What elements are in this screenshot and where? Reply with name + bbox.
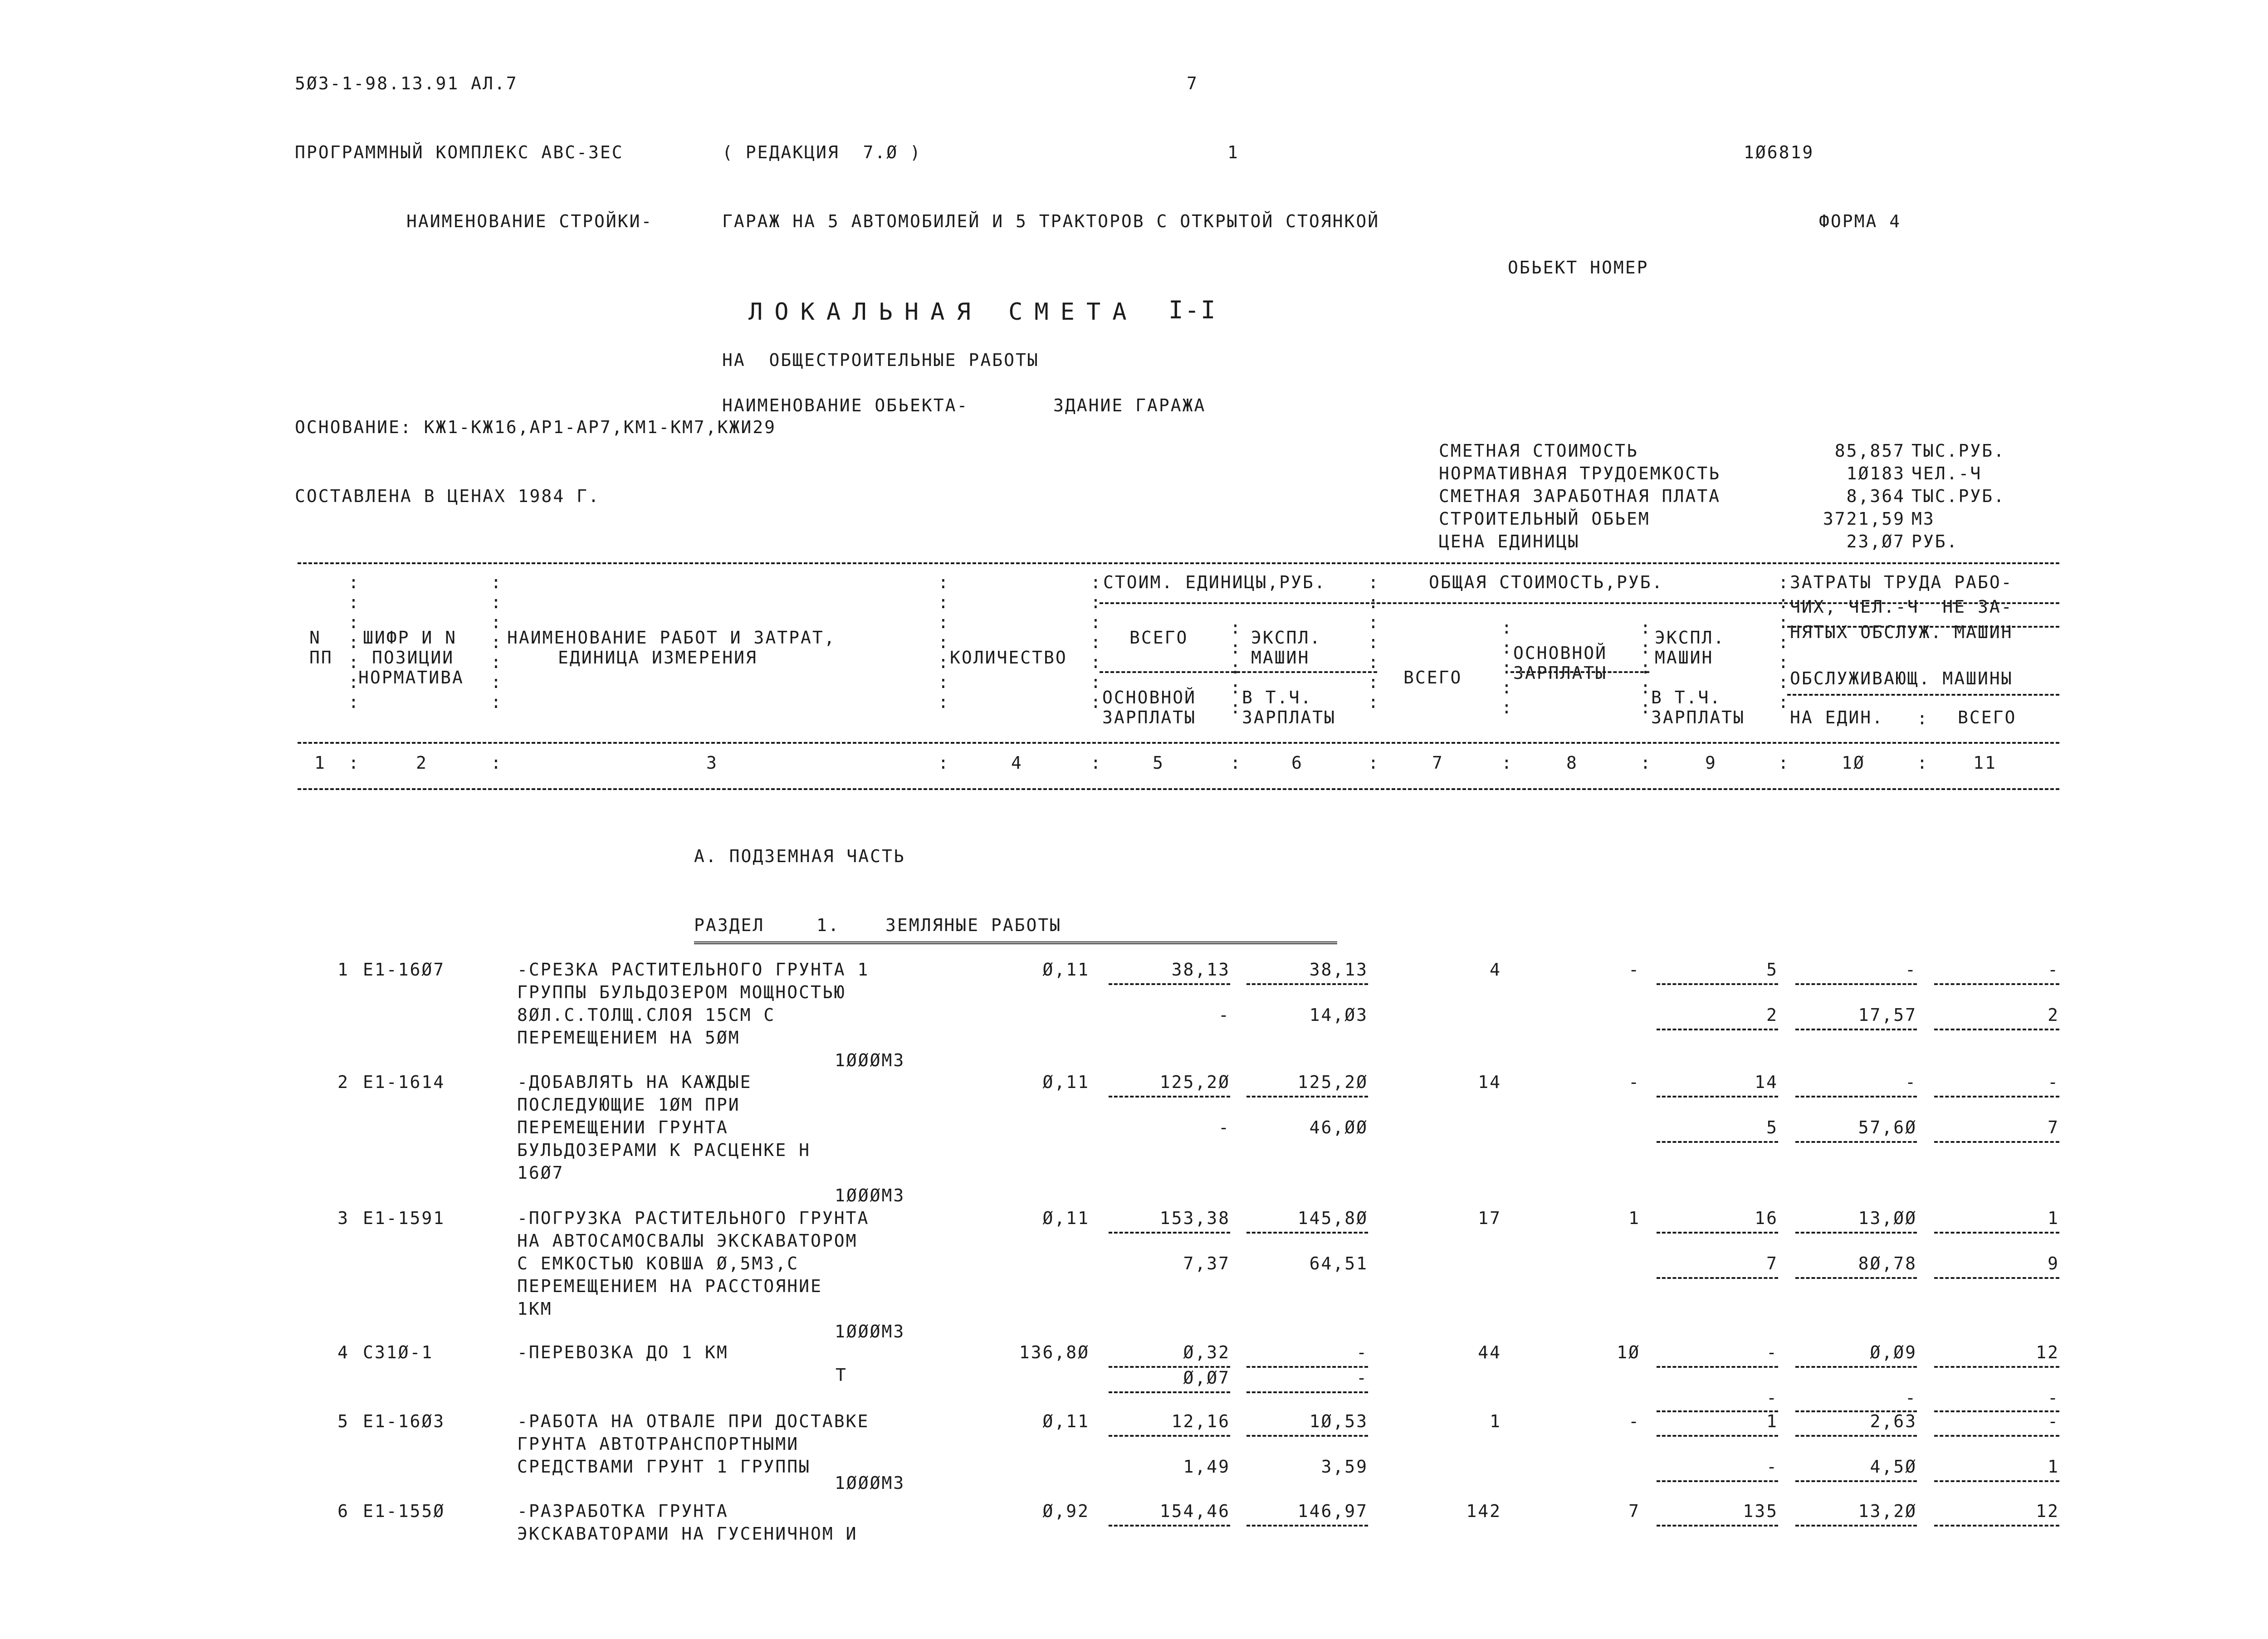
column-number: 3 — [706, 753, 718, 773]
row-name-line: ГРУНТА АВТОТРАНСПОРТНЫМИ — [517, 1434, 799, 1454]
cell-rule — [1657, 1435, 1778, 1437]
summary-value: 85,857 — [1834, 441, 1905, 461]
summary-unit: РУБ. — [1911, 532, 1959, 551]
row-name-line: ЭКСКАВАТОРАМИ НА ГУСЕНИЧНОМ И — [517, 1524, 858, 1544]
row-name-line: -ПОГРУЗКА РАСТИТЕЛЬНОГО ГРУНТА — [517, 1208, 870, 1228]
unit-basic-wage: 7,37 — [1183, 1254, 1230, 1273]
cell-rule — [1657, 1029, 1778, 1030]
row-quantity: 136,8Ø — [1019, 1342, 1090, 1362]
row-number: 2 — [337, 1072, 349, 1092]
column-number: 5 — [1153, 753, 1164, 773]
unit-machines-wage: 14,Ø3 — [1309, 1005, 1368, 1025]
part-title: А. ПОДЗЕМНАЯ ЧАСТЬ — [694, 846, 905, 866]
cell-rule — [1109, 1525, 1230, 1527]
cell-rule — [1795, 1480, 1917, 1482]
row-name-line: -СРЕЗКА РАСТИТЕЛЬНОГО ГРУНТА 1 — [517, 960, 870, 980]
total-basic-header: ЗАРПЛАТЫ — [1513, 663, 1608, 683]
row-code: Е1-1591 — [363, 1208, 445, 1228]
column-number: 6 — [1291, 753, 1303, 773]
section-name: ЗЕМЛЯНЫЕ РАБОТЫ — [885, 915, 1062, 935]
labor-total: - — [2048, 960, 2059, 980]
labor-per-unit: 2,63 — [1870, 1411, 1917, 1431]
summary-unit: ТЫС.РУБ. — [1911, 441, 2006, 461]
cell-rule — [1934, 1277, 2059, 1279]
row-unit: 1ØØØМ3 — [835, 1322, 905, 1341]
row-name-line: ПЕРЕМЕЩЕНИИ ГРУНТА — [517, 1117, 728, 1137]
unit-cost-total: 153,38 — [1159, 1208, 1230, 1228]
column-number: 1 — [314, 753, 326, 773]
col-qty-header: КОЛИЧЕСТВО — [950, 648, 1067, 668]
cell-rule — [1246, 1391, 1368, 1393]
total-machines-wage: - — [1766, 1457, 1778, 1477]
form-label: ФОРМА 4 — [1819, 211, 1901, 231]
unit-incl-header: ЗАРПЛАТЫ — [1242, 707, 1336, 727]
row-number: 5 — [337, 1411, 349, 1431]
cell-rule — [1246, 1096, 1368, 1098]
total-cost: 17 — [1478, 1208, 1501, 1228]
cell-rule — [1657, 1141, 1778, 1143]
column-number: 2 — [416, 753, 428, 773]
summary-unit: ТЫС.РУБ. — [1911, 486, 2006, 506]
col-code-header: ШИФР И N — [363, 628, 457, 648]
unit-mach-header: ЭКСПЛ. — [1251, 628, 1322, 648]
unit-machines-wage: 64,51 — [1309, 1254, 1368, 1273]
cell-rule — [1657, 1277, 1778, 1279]
summary-value: 23,Ø7 — [1846, 532, 1905, 551]
unit-cost-machines: 125,2Ø — [1297, 1072, 1368, 1092]
unit-cost-total: 125,2Ø — [1159, 1072, 1230, 1092]
unit-basic-header: ЗАРПЛАТЫ — [1102, 707, 1197, 727]
unit-cost-total: Ø,32 — [1183, 1342, 1230, 1362]
unit-basic-header: ОСНОВНОЙ — [1102, 688, 1197, 707]
object-value: ЗДАНИЕ ГАРАЖА — [1053, 395, 1206, 415]
cell-rule — [1934, 1141, 2059, 1143]
summary-value: 3721,59 — [1823, 509, 1905, 529]
total-basic-wage: 1 — [1628, 1208, 1640, 1228]
cell-rule — [1934, 983, 2059, 985]
unit-basic-wage: Ø,Ø7 — [1183, 1368, 1230, 1388]
column-number: 8 — [1566, 753, 1578, 773]
row-unit: 1ØØØМ3 — [835, 1185, 905, 1205]
total-cost: 4 — [1490, 960, 1501, 980]
col-num-header: ПП — [309, 648, 333, 668]
row-name-line: БУЛЬДОЗЕРАМИ К РАСЦЕНКЕ Н — [517, 1140, 811, 1160]
sheet-number: 1 — [1227, 142, 1239, 162]
row-name-line: -РАБОТА НА ОТВАЛЕ ПРИ ДОСТАВКЕ — [517, 1411, 870, 1431]
cell-rule — [1795, 1096, 1917, 1098]
unit-machines-wage: - — [1356, 1368, 1368, 1388]
cell-rule — [1109, 1096, 1230, 1098]
row-name-line: ПОСЛЕДУЮЩИЕ 1ØМ ПРИ — [517, 1095, 740, 1115]
total-machines: 5 — [1766, 960, 1778, 980]
header-rule-bottom — [298, 788, 2059, 790]
total-cost-header: ОБЩАЯ СТОИМОСТЬ,РУБ. — [1429, 572, 1664, 592]
unit-cost-total: 12,16 — [1171, 1411, 1230, 1431]
row-quantity: Ø,11 — [1042, 1411, 1090, 1431]
row-number: 3 — [337, 1208, 349, 1228]
unit-machines-wage: 46,ØØ — [1309, 1117, 1368, 1137]
doc-code: 5Ø3-1-98.13.91 АЛ.7 — [295, 73, 518, 93]
works-type: НА ОБЩЕСТРОИТЕЛЬНЫЕ РАБОТЫ — [722, 350, 1039, 370]
unit-basic-wage: - — [1218, 1117, 1230, 1137]
col-name-header: НАИМЕНОВАНИЕ РАБОТ И ЗАТРАТ, — [507, 628, 836, 648]
cell-rule — [1934, 1096, 2059, 1098]
row-quantity: Ø,92 — [1042, 1501, 1090, 1521]
labor-serving-unit: 8Ø,78 — [1858, 1254, 1917, 1273]
cell-rule — [1109, 1435, 1230, 1437]
row-name-line: СРЕДСТВАМИ ГРУНТ 1 ГРУППЫ — [517, 1457, 811, 1477]
program-name: ПРОГРАММНЫЙ КОМПЛЕКС АВС-3ЕС — [295, 142, 624, 162]
cell-rule — [1657, 1366, 1778, 1368]
cell-rule — [1934, 1435, 2059, 1437]
unit-basic-wage: - — [1218, 1005, 1230, 1025]
basis: ОСНОВАНИЕ: КЖ1-КЖ16,АР1-АР7,КМ1-КМ7,КЖИ29 — [295, 417, 776, 437]
total-incl-header: ЗАРПЛАТЫ — [1651, 707, 1745, 727]
labor-serving-unit: 57,6Ø — [1858, 1117, 1917, 1137]
cell-rule — [1795, 983, 1917, 985]
total-basic-wage: 7 — [1628, 1501, 1640, 1521]
header-rule-top — [298, 562, 2059, 564]
summary-label: ЦЕНА ЕДИНИЦЫ — [1439, 532, 1580, 551]
row-name-line: -ДОБАВЛЯТЬ НА КАЖДЫЕ — [517, 1072, 752, 1092]
cell-rule — [1246, 1366, 1368, 1368]
cell-rule — [1795, 1366, 1917, 1368]
col-code-header: НОРМАТИВА — [358, 668, 464, 688]
column-number: 1Ø — [1842, 753, 1865, 773]
total-basic-header: ОСНОВНОЙ — [1513, 643, 1608, 663]
total-machines: - — [1766, 1342, 1778, 1362]
cell-rule — [1657, 1232, 1778, 1234]
total-incl-header: В Т.Ч. — [1651, 688, 1722, 707]
cell-rule — [1934, 1029, 2059, 1030]
labor-total-header: ВСЕГО — [1958, 707, 2017, 727]
row-number: 4 — [337, 1342, 349, 1362]
cell-rule — [1109, 983, 1230, 985]
row-unit: Т — [836, 1365, 847, 1385]
labor-total: - — [2048, 1072, 2059, 1092]
total-cost: 1 — [1490, 1411, 1501, 1431]
row-code: Е1-155Ø — [363, 1501, 445, 1521]
object-label: НАИМЕНОВАНИЕ ОБЬЕКТА- — [722, 395, 969, 415]
total-machines-wage: 5 — [1766, 1117, 1778, 1137]
total-mach-header: ЭКСПЛ. — [1655, 628, 1725, 648]
construction-label: НАИМЕНОВАНИЕ СТРОЙКИ- — [406, 211, 653, 231]
labor-per-unit: Ø,Ø9 — [1870, 1342, 1917, 1362]
cell-rule — [1795, 1435, 1917, 1437]
total-basic-wage: - — [1628, 1411, 1640, 1431]
labor-serving-total: - — [2048, 1388, 2059, 1408]
object-number: ОБЬЕКТ НОМЕР — [1508, 258, 1649, 278]
total-machines-wage: - — [1766, 1388, 1778, 1408]
row-quantity: Ø,11 — [1042, 960, 1090, 980]
section-underline — [694, 941, 1337, 944]
unit-cost-machines: 38,13 — [1309, 960, 1368, 980]
row-name-line: НА АВТОСАМОСВАЛЫ ЭКСКАВАТОРОМ — [517, 1231, 858, 1251]
row-number: 6 — [337, 1501, 349, 1521]
total-cost: 14 — [1478, 1072, 1501, 1092]
row-code: С31Ø-1 — [363, 1342, 434, 1362]
row-unit: 1ØØØМ3 — [835, 1050, 905, 1070]
column-number: 11 — [1973, 753, 1997, 773]
summary-unit: ЧЕЛ.-Ч — [1911, 463, 1982, 483]
row-number: 1 — [337, 960, 349, 980]
summary-value: 1Ø183 — [1846, 463, 1905, 483]
total-machines: 135 — [1743, 1501, 1778, 1521]
cell-rule — [1246, 983, 1368, 985]
labor-serving-unit: - — [1905, 1388, 1917, 1408]
labor-serving-total: 7 — [2048, 1117, 2059, 1137]
labor-serving-unit: 4,5Ø — [1870, 1457, 1917, 1477]
summary-label: СМЕТНАЯ ЗАРАБОТНАЯ ПЛАТА — [1439, 486, 1721, 506]
cell-rule — [1934, 1525, 2059, 1527]
summary-label: СТРОИТЕЛЬНЫЙ ОБЬЕМ — [1439, 509, 1650, 529]
cell-rule — [1795, 1141, 1917, 1143]
cell-rule — [1795, 1029, 1917, 1030]
unit-cost-header: СТОИМ. ЕДИНИЦЫ,РУБ. — [1103, 572, 1326, 592]
unit-mach-header: МАШИН — [1251, 648, 1310, 668]
row-quantity: Ø,11 — [1042, 1072, 1090, 1092]
cell-rule — [1657, 1525, 1778, 1527]
total-basic-wage: - — [1628, 1072, 1640, 1092]
cell-rule — [1657, 1480, 1778, 1482]
cell-rule — [1657, 1096, 1778, 1098]
total-basic-wage: 1Ø — [1617, 1342, 1640, 1362]
row-code: Е1-16Ø7 — [363, 960, 445, 980]
labor-per-unit: 13,ØØ — [1858, 1208, 1917, 1228]
row-name-line: 8ØЛ.С.ТОЛЩ.СЛОЯ 15СМ С — [517, 1005, 776, 1025]
cell-rule — [1109, 1232, 1230, 1234]
total-machines-wage: 7 — [1766, 1254, 1778, 1273]
unit-basic-wage: 1,49 — [1183, 1457, 1230, 1477]
labor-total: - — [2048, 1411, 2059, 1431]
column-number: 9 — [1705, 753, 1717, 773]
cell-rule — [1934, 1232, 2059, 1234]
prices-year: СОСТАВЛЕНА В ЦЕНАХ 1984 Г. — [295, 486, 600, 506]
total-machines: 14 — [1755, 1072, 1778, 1092]
labor-per-unit: 13,2Ø — [1858, 1501, 1917, 1521]
labor-serving-header: ОБСЛУЖИВАЮЩ. МАШИНЫ — [1790, 668, 2013, 688]
section-number: 1. — [816, 915, 840, 935]
summary-value: 8,364 — [1846, 486, 1905, 506]
unit-cost-total: 38,13 — [1171, 960, 1230, 980]
total-cost: 44 — [1478, 1342, 1501, 1362]
labor-serving-total: 2 — [2048, 1005, 2059, 1025]
cell-rule — [1934, 1480, 2059, 1482]
unit-total-header: ВСЕГО — [1129, 628, 1188, 648]
unit-cost-machines: 1Ø,53 — [1309, 1411, 1368, 1431]
labor-total: 12 — [2036, 1501, 2059, 1521]
header-rule-mid — [298, 742, 2059, 744]
col-num-header: N — [309, 628, 321, 648]
labor-header: НЯТЫХ ОБСЛУЖ. МАШИН — [1790, 622, 2013, 642]
total-mach-header: МАШИН — [1655, 648, 1714, 668]
row-name-line: ГРУППЫ БУЛЬДОЗЕРОМ МОЩНОСТЬЮ — [517, 982, 846, 1002]
labor-serving-total: 9 — [2048, 1254, 2059, 1273]
cell-rule — [1246, 1525, 1368, 1527]
summary-label: СМЕТНАЯ СТОИМОСТЬ — [1439, 441, 1638, 461]
cell-rule — [1657, 1410, 1778, 1412]
total-total-header: ВСЕГО — [1403, 668, 1462, 688]
total-basic-wage: - — [1628, 960, 1640, 980]
row-name-line: ПЕРЕМЕЩЕНИЕМ НА РАССТОЯНИЕ — [517, 1276, 822, 1296]
total-cost: 142 — [1466, 1501, 1501, 1521]
col-name-header: ЕДИНИЦА ИЗМЕРЕНИЯ — [558, 648, 758, 668]
row-code: Е1-16Ø3 — [363, 1411, 445, 1431]
row-name-line: -РАЗРАБОТКА ГРУНТА — [517, 1501, 728, 1521]
labor-serving-unit: 17,57 — [1858, 1005, 1917, 1025]
cell-rule — [1795, 1232, 1917, 1234]
cell-rule — [1934, 1366, 2059, 1368]
total-machines: 1 — [1766, 1411, 1778, 1431]
labor-per-unit: - — [1905, 960, 1917, 980]
column-number: 7 — [1432, 753, 1444, 773]
labor-total: 12 — [2036, 1342, 2059, 1362]
column-number: 4 — [1011, 753, 1023, 773]
col-code-header: ПОЗИЦИИ — [372, 648, 455, 668]
unit-cost-total: 154,46 — [1159, 1501, 1230, 1521]
row-name-line: -ПЕРЕВОЗКА ДО 1 КМ — [517, 1342, 728, 1362]
estimate-number: I-I — [1168, 296, 1217, 324]
cell-rule — [1109, 1391, 1230, 1393]
header-subrule — [1787, 694, 2059, 696]
cell-rule — [1657, 983, 1778, 985]
cell-rule — [1795, 1525, 1917, 1527]
summary-label: НОРМАТИВНАЯ ТРУДОЕМКОСТЬ — [1439, 463, 1721, 483]
row-name-line: С ЕМКОСТЬЮ КОВША Ø,5М3,С — [517, 1254, 799, 1273]
cell-rule — [1934, 1410, 2059, 1412]
labor-header: ЗАТРАТЫ ТРУДА РАБО- — [1790, 572, 2013, 592]
labor-header: ЧИХ, ЧЕЛ.-Ч НЕ ЗА- — [1790, 597, 2013, 617]
unit-machines-wage: 3,59 — [1321, 1457, 1368, 1477]
row-name-line: 1КМ — [517, 1299, 552, 1319]
row-unit: 1ØØØМ3 — [835, 1473, 905, 1493]
labor-serving-total: 1 — [2048, 1457, 2059, 1477]
construction-value: ГАРАЖ НА 5 АВТОМОБИЛЕЙ И 5 ТРАКТОРОВ С ОТКРЫТОЙ СТОЯНКОЙ — [722, 211, 1380, 231]
cell-rule — [1246, 1232, 1368, 1234]
summary-unit: М3 — [1911, 509, 1935, 529]
unit-cost-machines: 145,8Ø — [1297, 1208, 1368, 1228]
row-name-line: ПЕРЕМЕЩЕНИЕМ НА 5ØМ — [517, 1028, 740, 1048]
labor-per-unit: - — [1905, 1072, 1917, 1092]
total-machines: 16 — [1755, 1208, 1778, 1228]
edition: ( РЕДАКЦИЯ 7.Ø ) — [722, 142, 922, 162]
row-name-line: 16Ø7 — [517, 1163, 564, 1183]
section-label: РАЗДЕЛ — [694, 915, 765, 935]
estimate-title: ЛОКАЛЬНАЯ СМЕТА — [748, 298, 1139, 326]
unit-incl-header: В Т.Ч. — [1242, 688, 1313, 707]
row-quantity: Ø,11 — [1042, 1208, 1090, 1228]
cell-rule — [1246, 1435, 1368, 1437]
page-number: 7 — [1187, 73, 1198, 93]
row-code: Е1-1614 — [363, 1072, 445, 1092]
unit-cost-machines: - — [1356, 1342, 1368, 1362]
code-number: 1Ø6819 — [1744, 142, 1814, 162]
total-machines-wage: 2 — [1766, 1005, 1778, 1025]
unit-cost-machines: 146,97 — [1297, 1501, 1368, 1521]
cell-rule — [1795, 1277, 1917, 1279]
labor-unit-header: НА ЕДИН. — [1790, 707, 1884, 727]
labor-total: 1 — [2048, 1208, 2059, 1228]
